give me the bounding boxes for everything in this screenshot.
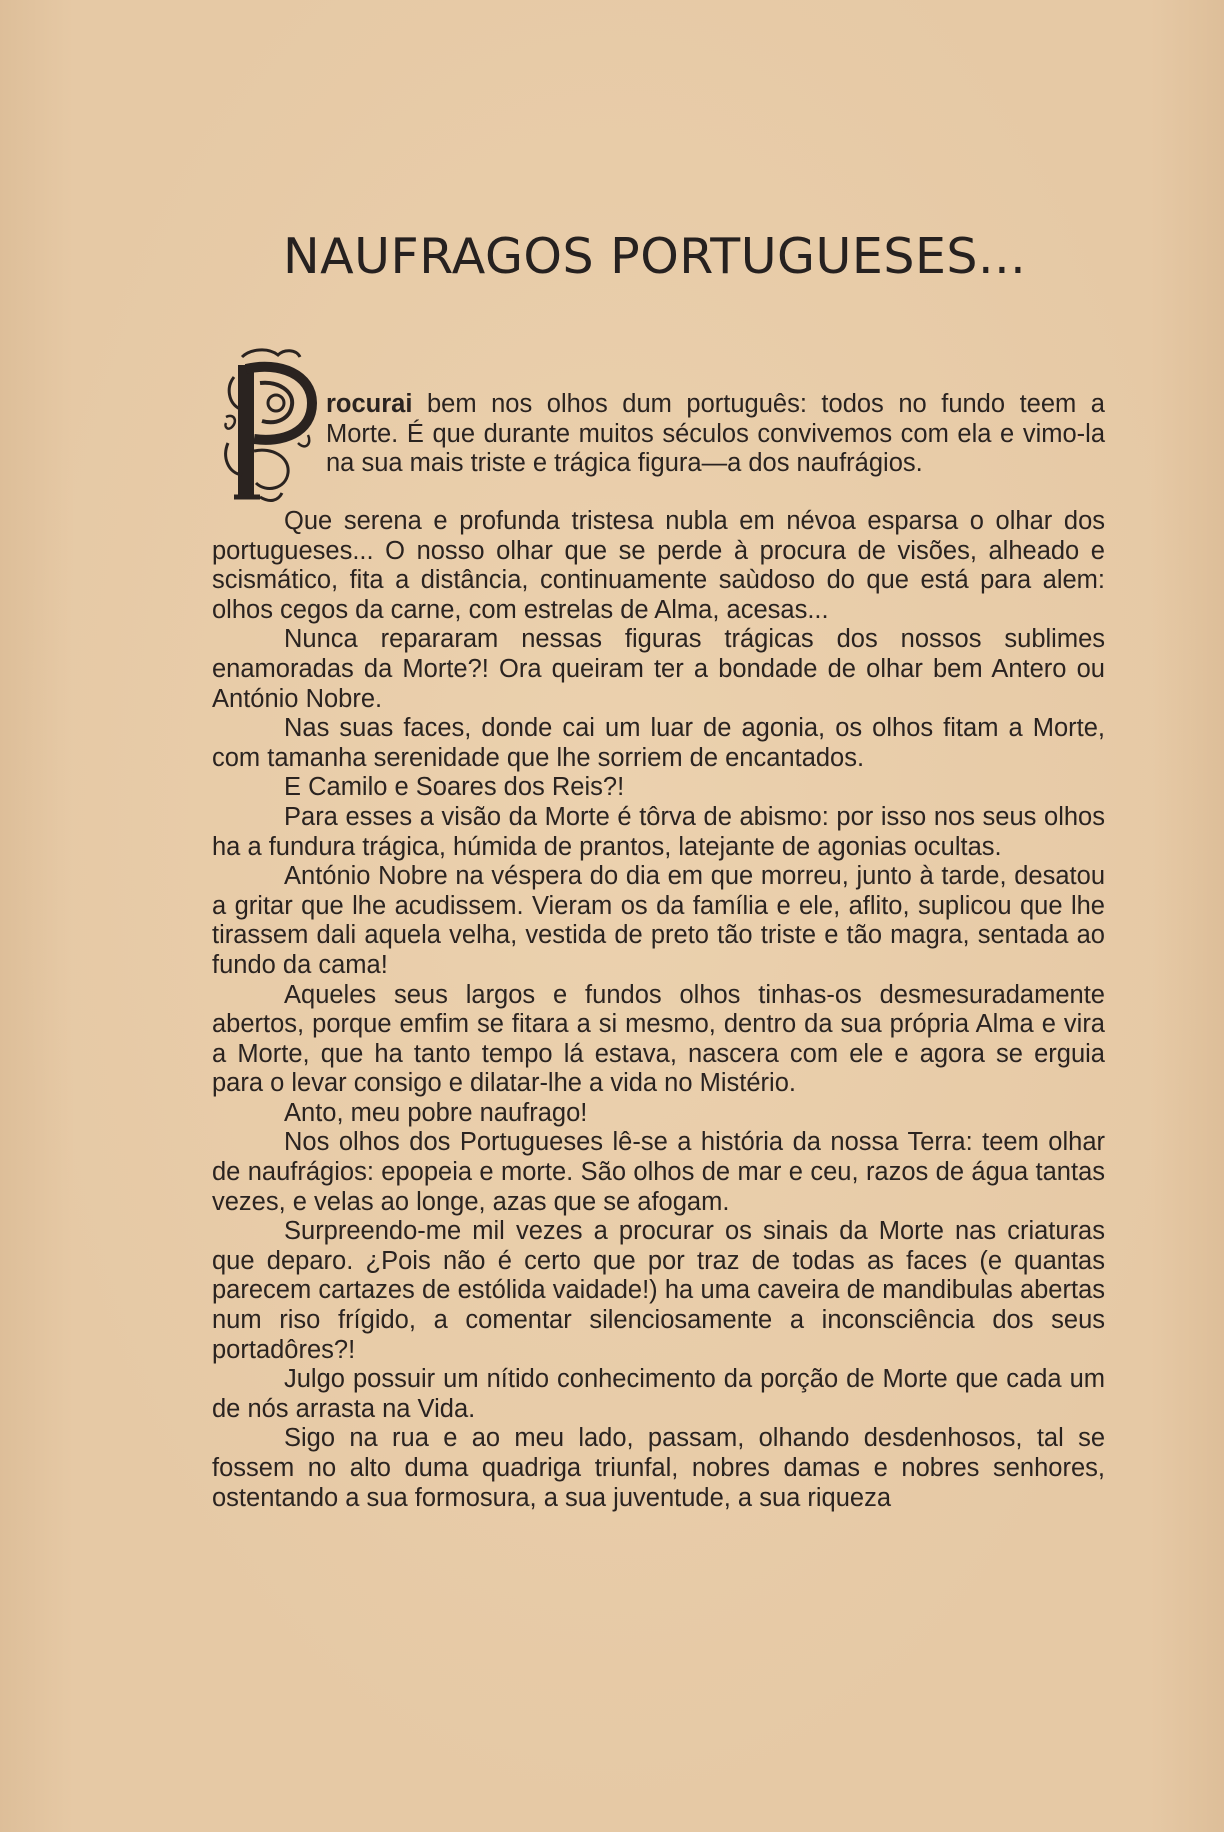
- lead-word: rocurai: [326, 390, 413, 418]
- first-paragraph: [212, 347, 1105, 507]
- paragraph: Surpreendo-me mil vezes a procurar os sinais da Morte nas criaturas que deparo. ¿Pois não é certo que por traz de todas as faces (e quantas parecem cartazes de estólida vaidade!) ha uma caveira de mandibulas abertas num riso frígido, a comentar silenciosamente a inconsciência dos seus portadôres?!: [212, 1217, 1105, 1364]
- paragraph: Nunca repararam nessas figuras trágicas dos nossos sublimes enamoradas da Morte?! Ora queiram ter a bondade de olhar bem Antero ou António Nobre.: [212, 625, 1105, 713]
- article-body: [212, 347, 1105, 1513]
- paragraph: Que serena e profunda tristesa nubla em névoa esparsa o olhar dos portugueses... O nosso olhar que se perde à procura de visões, alheado e scismático, fita a distância, continuamente saùdoso do que está para alem: olhos cegos da carne, com estrelas de Alma, acesas...: [212, 507, 1105, 624]
- paragraph: Nas suas faces, donde cai um luar de agonia, os olhos fitam a Morte, com tamanha serenidade que lhe sorriem de encantados.: [212, 714, 1105, 772]
- paragraph: Julgo possuir um nítido conhecimento da porção de Morte que cada um de nós arrasta na Vida.: [212, 1365, 1105, 1423]
- paragraph: Para esses a visão da Morte é tôrva de abismo: por isso nos seus olhos ha a fundura trágica, húmida de prantos, latejante de agonias ocultas.: [212, 802, 1105, 861]
- paragraph: Sigo na rua e ao meu lado, passam, olhando desdenhosos, tal se fossem no alto duma quadriga triunfal, nobres damas e nobres senhores, ostentando a sua formosura, a sua juventude, a sua riqueza: [212, 1424, 1105, 1512]
- paragraph: Anto, meu pobre naufrago!: [284, 1098, 588, 1127]
- ornamental-dropcap-graphic: [220, 347, 324, 507]
- first-paragraph-text: [326, 390, 1105, 479]
- paragraph: António Nobre na véspera do dia em que morreu, junto à tarde, desatou a gritar que lhe acudissem. Vieram os da família e ele, aflito, suplicou que lhe tirassem dali aquela velha, vestida de preto tão triste e tão magra, sentada ao fundo da cama!: [212, 862, 1105, 979]
- article-title: NAUFRAGOS PORTUGUESES...: [283, 228, 1027, 285]
- paragraph: Nos olhos dos Portugueses lê-se a história da nossa Terra: teem olhar de naufrágios: epopeia e morte. São olhos de mar e ceu, razos de água tantas vezes, e velas ao longe, azas que se afogam.: [212, 1128, 1105, 1216]
- ornamental-dropcap-p: [220, 347, 324, 507]
- first-paragraph-rest: bem nos olhos dum português: todos no fundo teem a Morte. É que durante muitos séculos convivemos com ela e vimo-la na sua mais triste e trágica figura—a dos naufrágios.: [326, 390, 1105, 478]
- paragraph: E Camilo e Soares dos Reis?!: [284, 773, 625, 802]
- paragraph: Aqueles seus largos e fundos olhos tinhas-os desmesuradamente abertos, porque emfim se fitara a si mesmo, dentro da sua própria Alma e vira a Morte, que ha tanto tempo lá estava, nascera com ele e agora se erguia para o levar consigo e dilatar-lhe a vida no Mistério.: [212, 980, 1105, 1098]
- dropcap-letter: P: [220, 347, 221, 348]
